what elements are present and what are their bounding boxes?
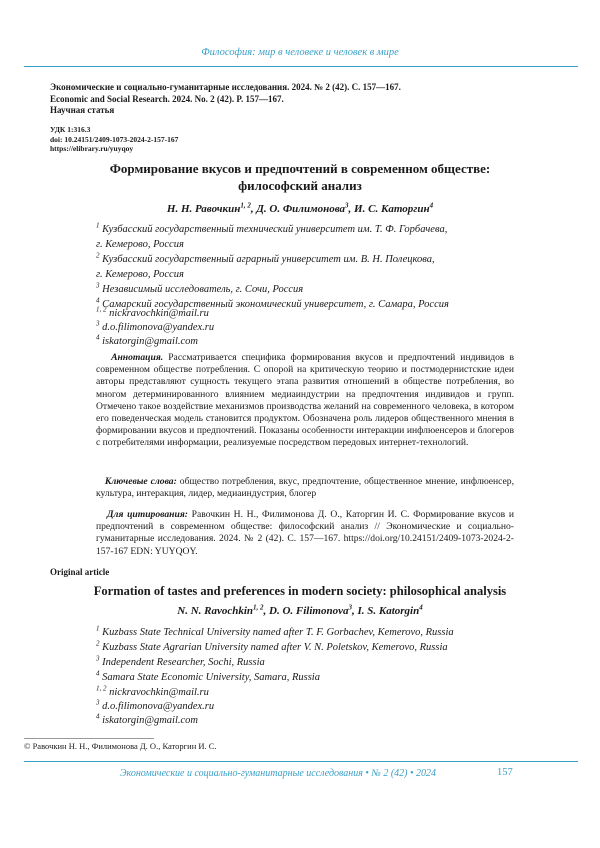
header-rule — [24, 66, 578, 67]
footer-journal-title: Экономические и социально-гуманитарные исследования — [120, 768, 363, 779]
author-3: И. С. Каторгин — [354, 203, 430, 215]
keywords-text: общество потребления, вкус, предпочтение, общественное мнение, инфлюенсер, культура, интеракция, лидер, медиаиндустрия, блогер — [96, 476, 514, 500]
email-text[interactable]: d.o.filimonova@yandex.ru — [102, 701, 215, 712]
affiliations-ru — [96, 222, 516, 312]
email-sup: 1, 2 — [96, 684, 107, 693]
affiliation-en-3 — [96, 655, 526, 670]
aff-text: Кузбасский государственный технический университет им. Т. Ф. Горбачева, — [102, 224, 448, 235]
email-text[interactable]: iskatorgin@gmail.com — [102, 336, 199, 347]
affiliation-en-1 — [96, 625, 526, 640]
email-sup: 3 — [96, 319, 100, 328]
footer-year: 2024 — [416, 768, 437, 779]
author-3-sup: 4 — [429, 201, 434, 210]
aff-text: Independent Researcher, Sochi, Russia — [102, 657, 265, 668]
author-en-1-sup: 1, 2 — [253, 603, 264, 612]
author-1-sup: 1, 2 — [240, 201, 251, 210]
author-2: Д. О. Филимонова — [256, 203, 346, 215]
aff-sup: 2 — [96, 251, 100, 260]
original-article-label: Original article — [50, 567, 110, 577]
abstract — [96, 352, 514, 450]
affiliation-1 — [96, 222, 516, 237]
author-1: Н. Н. Равочкин — [166, 203, 241, 215]
author-en-2-sup: 3 — [348, 603, 352, 612]
aff-text: Независимый исследователь, г. Сочи, Россия — [102, 284, 304, 295]
footer-journal — [120, 768, 436, 779]
aff-text: Kuzbass State Technical University named after T. F. Gorbachev, Kemerovo, Russia — [102, 627, 454, 638]
elibrary-link[interactable]: https://elibrary.ru/yuyqoy — [50, 144, 134, 153]
aff-text: Kuzbass State Agrarian University named after V. N. Poletskov, Kemerovo, Russia — [102, 642, 448, 653]
footer-separator: • — [365, 768, 369, 779]
email-sup: 1, 2 — [96, 305, 107, 314]
keywords — [96, 476, 514, 500]
affiliation-2-city: г. Кемерово, Россия — [96, 269, 184, 280]
bib-block — [50, 82, 401, 117]
author-2-sup: 3 — [345, 201, 349, 210]
aff-sup: 1 — [96, 221, 100, 230]
aff-sup: 3 — [96, 281, 100, 290]
emails-en — [96, 686, 214, 728]
aff-sup: 4 — [96, 296, 100, 305]
keywords-label: Ключевые слова: — [104, 476, 177, 487]
aff-sup: 4 — [96, 669, 100, 678]
email-2[interactable] — [96, 321, 214, 335]
affiliations-en — [96, 625, 526, 685]
bib-en: Economic and Social Research. 2024. No. 2 (42). P. 157—167. — [50, 93, 284, 104]
aff-text: Самарский государственный экономический университет, г. Самара, Россия — [102, 299, 449, 310]
title-ru-line1: Формирование вкусов и предпочтений в современном обществе: — [109, 161, 491, 176]
emails-ru — [96, 307, 214, 349]
affiliation-en-2 — [96, 640, 526, 655]
bib-ru: Экономические и социально-гуманитарные исследования. 2024. № 2 (42). С. 157—167. — [50, 82, 401, 92]
author-en-2: D. O. Filimonova — [269, 605, 349, 617]
email-sup: 4 — [96, 333, 100, 342]
abstract-text: Рассматривается специфика формирования вкусов и предпочтений индивидов в современном обществе потребления. С опорой на критическую теорию и постмодернистские идеи авторы представляют сущность текущего этапа развития отношений в обществе потребления, во многом детерминированного влиянием медиаиндустрии на предпочтения индивидов и групп. Отмечено такое воздействие механизмов производства желаний на современного человека, в котором его поведенческая модель становится продуктом. Обозначена роль лидеров общественного мнения в формировании вкусов и предпочтений. Показаны особенности интеракции инфлюенсеров и блогеров с потребителями информации, реализуемые посредством передовых интернет-технологий. — [96, 352, 515, 449]
email-sup: 3 — [96, 698, 100, 707]
email-text[interactable]: d.o.filimonova@yandex.ru — [102, 322, 215, 333]
udk: УДК 1:316.3 — [50, 125, 91, 134]
email-en-1[interactable] — [96, 686, 214, 700]
footer-rule — [24, 761, 578, 762]
footnote-rule — [24, 738, 154, 739]
aff-sup: 3 — [96, 654, 100, 663]
email-text[interactable]: nickravochkin@mail.ru — [109, 687, 209, 698]
title-ru-line2: философский анализ — [238, 178, 362, 193]
abstract-label: Аннотация. — [111, 352, 164, 363]
title-en: Formation of tastes and preferences in modern society: philosophical analysis — [93, 584, 507, 598]
author-en-3: I. S. Katorgin — [357, 605, 420, 617]
email-en-3[interactable] — [96, 714, 214, 728]
aff-text: Samara State Economic University, Samara, Russia — [102, 672, 320, 683]
identifiers — [50, 125, 178, 154]
title-ru — [60, 160, 540, 194]
affiliation-2 — [96, 252, 516, 267]
author-en-1: N. N. Ravochkin — [177, 605, 254, 617]
email-text[interactable]: nickravochkin@mail.ru — [109, 308, 209, 319]
article-type: Научная статья — [50, 105, 115, 115]
affiliation-3 — [96, 282, 516, 297]
citation — [96, 509, 514, 558]
authors-en: N. N. Ravochkin$^{1, 2}$, D. O. Filimonova$^3$, I. S. Katorgin$^4$ — [177, 603, 423, 617]
email-sup: 4 — [96, 712, 100, 721]
running-header: Философия: мир в человеке и человек в мире — [201, 47, 399, 58]
doi[interactable]: doi: 10.24151/2409-1073-2024-2-157-167 — [50, 134, 179, 144]
page-number: 157 — [497, 767, 513, 778]
aff-text: Кузбасский государственный аграрный университет им. В. Н. Полецкова, — [102, 254, 435, 265]
aff-sup: 2 — [96, 639, 100, 648]
aff-sup: 1 — [96, 624, 100, 633]
affiliation-en-4 — [96, 670, 526, 685]
copyright: © Равочкин Н. Н., Филимонова Д. О., Каторгин И. С. — [24, 741, 217, 751]
footer-separator: • — [410, 768, 414, 779]
footer-issue: № 2 (42) — [371, 768, 408, 779]
author-en-3-sup: 4 — [419, 603, 423, 612]
authors-ru: Н. Н. Равочкин$^{1, 2}$, Д. О. Филимонова$^3$, И. С. Каторгин$^4$ — [166, 201, 434, 215]
citation-text: Равочкин Н. Н., Филимонова Д. О., Каторгин И. С. Формирование вкусов и предпочтений в современном обществе: философский анализ // Экономические и социально-гуманитарные исследования. 2024. № 2 (42). С. 157—167. https://doi.org/10.24151/2409-1073-2024-2-157-167 EDN: YUYQOY. — [96, 509, 514, 557]
citation-label: Для цитирования: — [107, 509, 188, 520]
email-3[interactable] — [96, 335, 214, 349]
email-text[interactable]: iskatorgin@gmail.com — [102, 715, 199, 726]
email-en-2[interactable] — [96, 700, 214, 714]
email-1[interactable] — [96, 307, 214, 321]
affiliation-1-city: г. Кемерово, Россия — [96, 239, 184, 250]
